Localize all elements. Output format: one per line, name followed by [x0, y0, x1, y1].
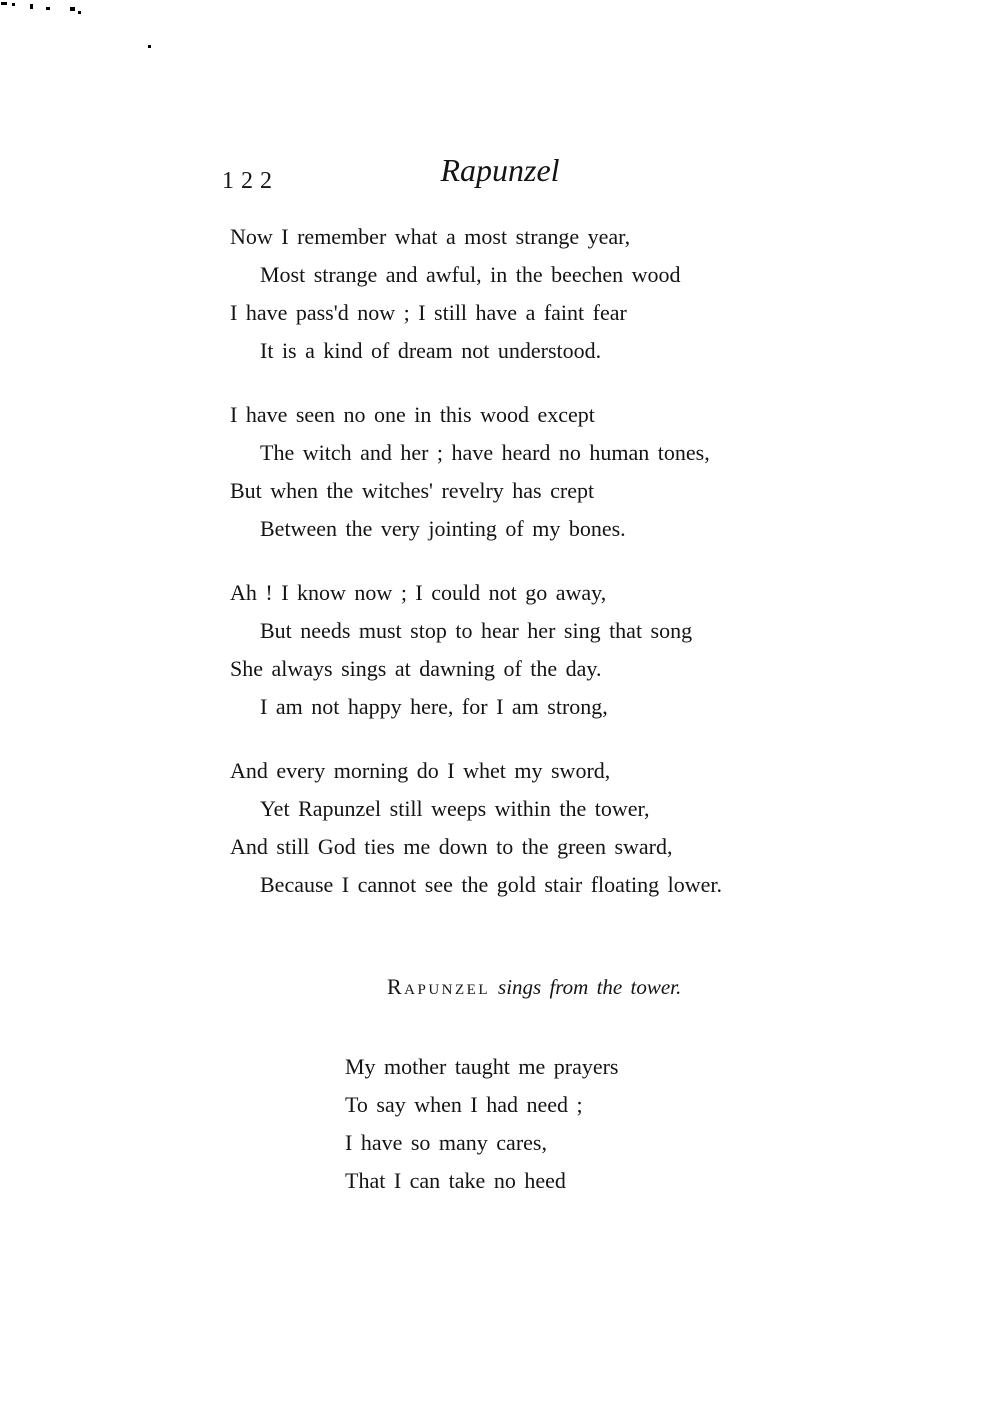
poem-line: Most strange and awful, in the beechen wood	[260, 262, 681, 287]
poem-line: I am not happy here, for I am strong,	[260, 694, 608, 719]
poem-line: Between the very jointing of my bones.	[260, 516, 626, 541]
stanza	[230, 396, 890, 548]
poem-line: She always sings at dawning of the day.	[230, 656, 602, 681]
scan-speck	[148, 45, 151, 48]
poem-line: Now I remember what a most strange year,	[230, 224, 631, 249]
song-block	[345, 936, 890, 1200]
page-title: Rapunzel	[440, 152, 560, 188]
poem-line: The witch and her ; have heard no human tones,	[260, 440, 710, 465]
scan-speck	[46, 7, 50, 10]
scan-speck	[12, 3, 15, 6]
poem-line: But when the witches' revelry has crept	[230, 478, 595, 503]
poem-line: Yet Rapunzel still weeps within the tower,	[260, 796, 650, 821]
poem-line: I have seen no one in this wood except	[230, 402, 595, 427]
stanza	[230, 574, 890, 726]
stage-direction-text: sings from the tower.	[498, 975, 682, 999]
scan-speck	[70, 7, 75, 11]
poem-body	[230, 218, 890, 1200]
song-line: To say when I had need ;	[345, 1092, 583, 1117]
poem-line: But needs must stop to hear her sing that song	[260, 618, 693, 643]
poem-line: Because I cannot see the gold stair floating lower.	[260, 872, 723, 897]
page-number: 122	[222, 168, 279, 194]
poem-line: And still God ties me down to the green sward,	[230, 834, 673, 859]
song-line: That I can take no heed	[345, 1168, 566, 1193]
poem-line: Ah ! I know now ; I could not go away,	[230, 580, 607, 605]
song-line: My mother taught me prayers	[345, 1054, 619, 1079]
song-line: I have so many cares,	[345, 1130, 547, 1155]
scan-speck	[78, 11, 81, 14]
poem-line: And every morning do I whet my sword,	[230, 758, 611, 783]
stanza	[230, 752, 890, 904]
scan-speck	[1, 2, 7, 5]
poem-line: I have pass'd now ; I still have a faint fear	[230, 300, 627, 325]
stage-direction	[345, 936, 890, 1038]
scan-speck	[30, 4, 33, 9]
poem-line: It is a kind of dream not understood.	[260, 338, 602, 363]
stage-direction-speaker: Rapunzel	[387, 974, 491, 999]
stanza	[230, 218, 890, 370]
